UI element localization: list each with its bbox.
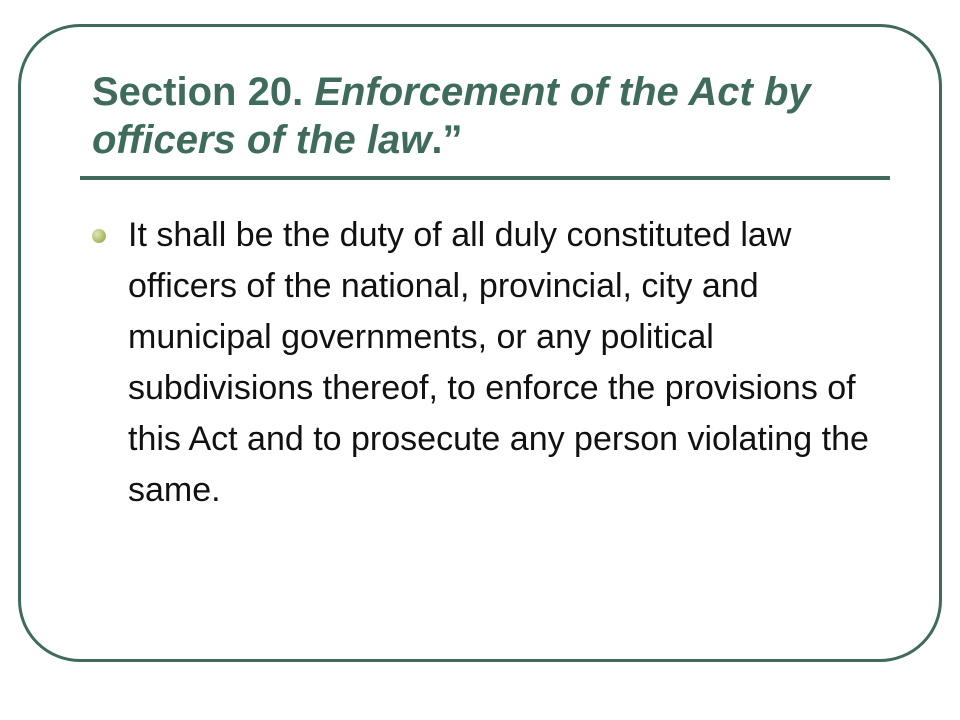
bullet-dot-icon: [92, 229, 106, 243]
title-closing-punctuation: .”: [431, 118, 463, 162]
slide-title: [92, 68, 892, 164]
title-section-number: Section 20.: [92, 70, 315, 114]
bullet-list: [92, 210, 882, 516]
title-section-heading: Enforcement of the Act by officers of the law: [92, 70, 811, 162]
title-divider: [80, 176, 890, 180]
bullet-item: [92, 210, 882, 516]
bullet-text: It shall be the duty of all duly constituted law officers of the national, provincial, city and municipal governments, or any political subdivisions thereof, to enforce the provisions of this Act and to prosecute any person violating the same.: [128, 216, 869, 509]
